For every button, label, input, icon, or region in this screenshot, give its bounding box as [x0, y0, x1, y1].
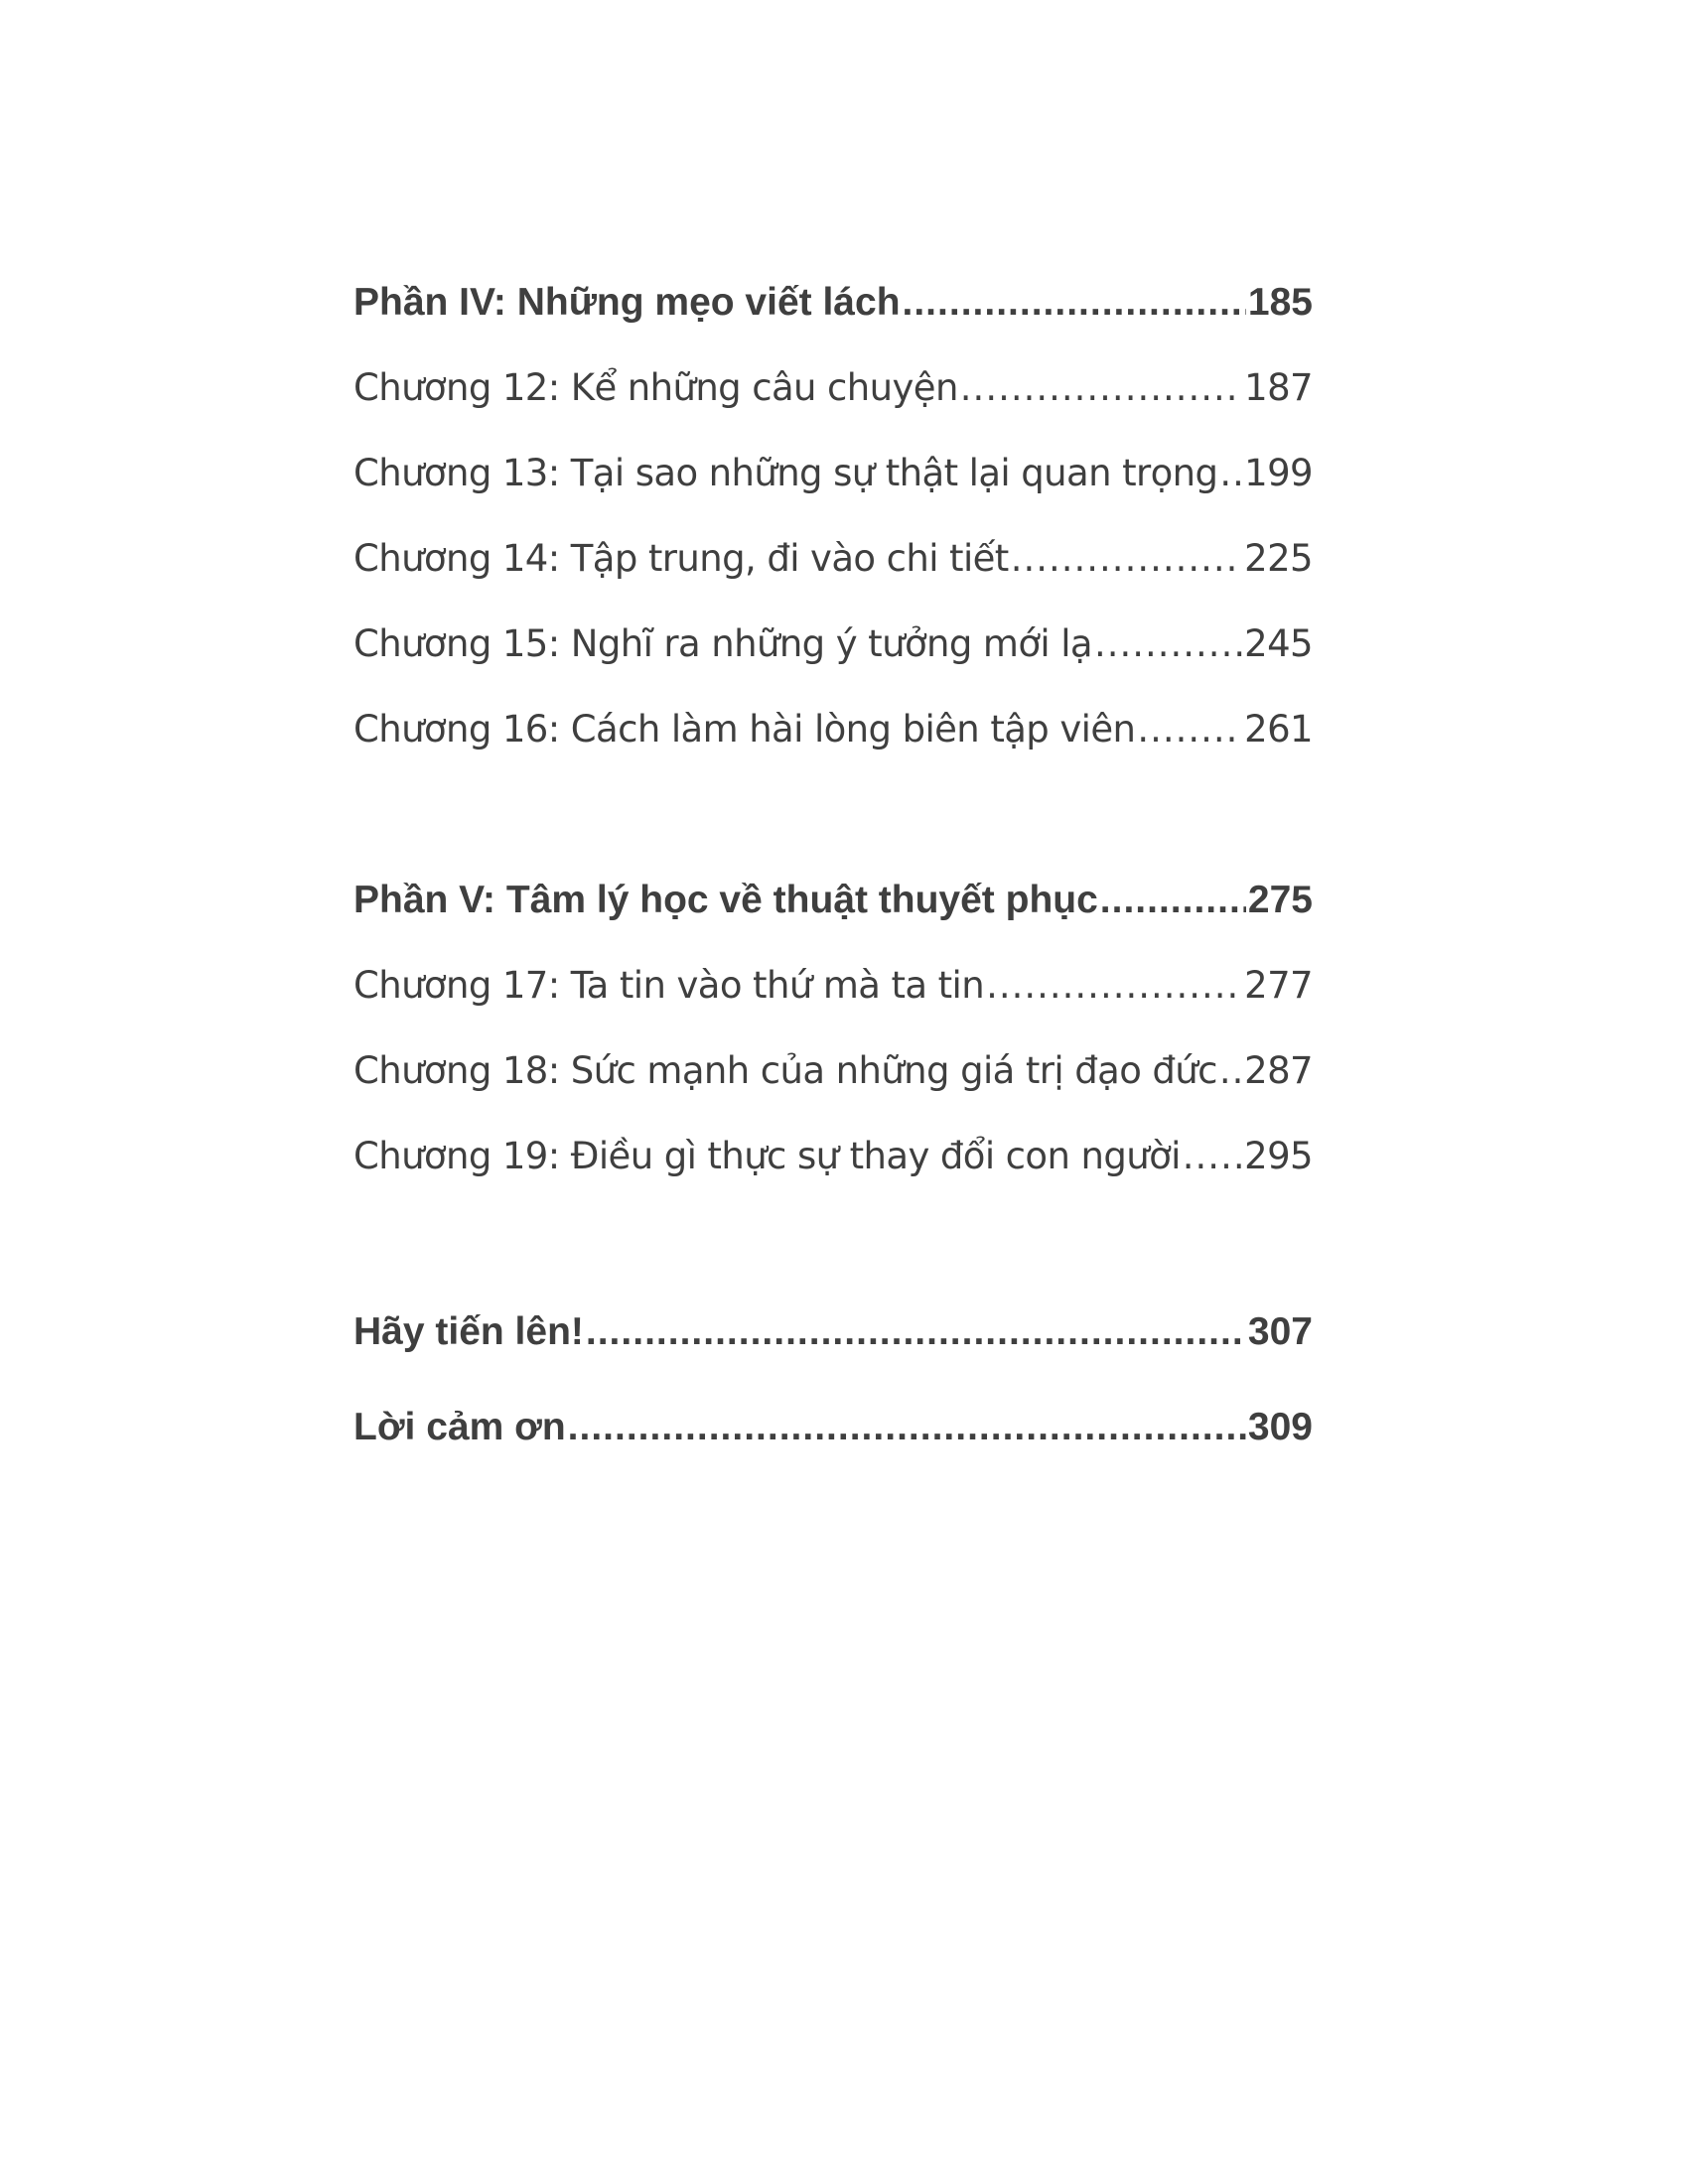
dot-leader: [1137, 687, 1242, 772]
dot-leader: [1011, 516, 1242, 602]
toc-entry-title: Chương 18: Sức mạnh của những giá trị đạo đức: [353, 1049, 1217, 1092]
toc-page-number: 199: [1244, 452, 1313, 494]
toc-entry-title: Phần V: Tâm lý học về thuật thuyết phục: [353, 879, 1098, 921]
toc-closing-entry: [353, 1285, 1313, 1380]
toc-chapter-entry: [353, 1114, 1313, 1199]
toc-part-heading: [353, 858, 1313, 943]
section-spacer: [353, 772, 1313, 858]
toc-entry-title: Chương 13: Tại sao những sự thật lại quan trọng: [353, 452, 1218, 494]
toc-page-number: 307: [1247, 1310, 1313, 1353]
toc-page-number: 295: [1244, 1135, 1313, 1177]
toc-page-number: 225: [1244, 537, 1313, 580]
toc-chapter-entry: [353, 687, 1313, 772]
toc-entry-title: Chương 17: Ta tin vào thứ mà ta tin: [353, 964, 985, 1007]
toc-entry-title: Lời cảm ơn: [353, 1406, 566, 1448]
toc-chapter-entry: [353, 1028, 1313, 1114]
section-spacer: [353, 1199, 1313, 1285]
toc-closing-entry: [353, 1380, 1313, 1475]
dot-leader: [986, 943, 1242, 1028]
toc-chapter-entry: [353, 602, 1313, 687]
toc-part-heading: [353, 260, 1313, 345]
toc-entry-title: Chương 14: Tập trung, đi vào chi tiết: [353, 537, 1009, 580]
toc-entry-title: Phần IV: Những mẹo viết lách: [353, 281, 901, 324]
toc-page-number: 261: [1244, 708, 1313, 751]
toc-chapter-entry: [353, 943, 1313, 1028]
toc-page-number: 187: [1244, 366, 1313, 409]
dot-leader: [1183, 1114, 1242, 1199]
toc-chapter-entry: [353, 345, 1313, 431]
toc-entry-title: Chương 19: Điều gì thực sự thay đổi con người: [353, 1135, 1181, 1177]
dot-leader: [903, 260, 1246, 345]
toc-page-number: 277: [1244, 964, 1313, 1007]
toc-chapter-entry: [353, 516, 1313, 602]
toc-entry-title: Hãy tiến lên!: [353, 1310, 584, 1353]
dot-leader: [1219, 1028, 1242, 1114]
dot-leader: [1094, 602, 1242, 687]
toc-chapter-entry: [353, 431, 1313, 516]
dot-leader: [568, 1380, 1246, 1475]
dot-leader: [1219, 431, 1242, 516]
dot-leader: [960, 345, 1242, 431]
toc-entry-title: Chương 12: Kể những câu chuyện: [353, 366, 958, 409]
toc-page-number: 309: [1247, 1406, 1313, 1448]
toc-page-number: 185: [1247, 281, 1313, 324]
table-of-contents: [353, 260, 1313, 1475]
toc-entry-title: Chương 15: Nghĩ ra những ý tưởng mới lạ: [353, 622, 1092, 665]
toc-page-number: 287: [1244, 1049, 1313, 1092]
toc-page-number: 275: [1247, 879, 1313, 921]
toc-page-number: 245: [1244, 622, 1313, 665]
dot-leader: [586, 1285, 1246, 1380]
dot-leader: [1100, 858, 1246, 943]
toc-entry-title: Chương 16: Cách làm hài lòng biên tập viên: [353, 708, 1136, 751]
